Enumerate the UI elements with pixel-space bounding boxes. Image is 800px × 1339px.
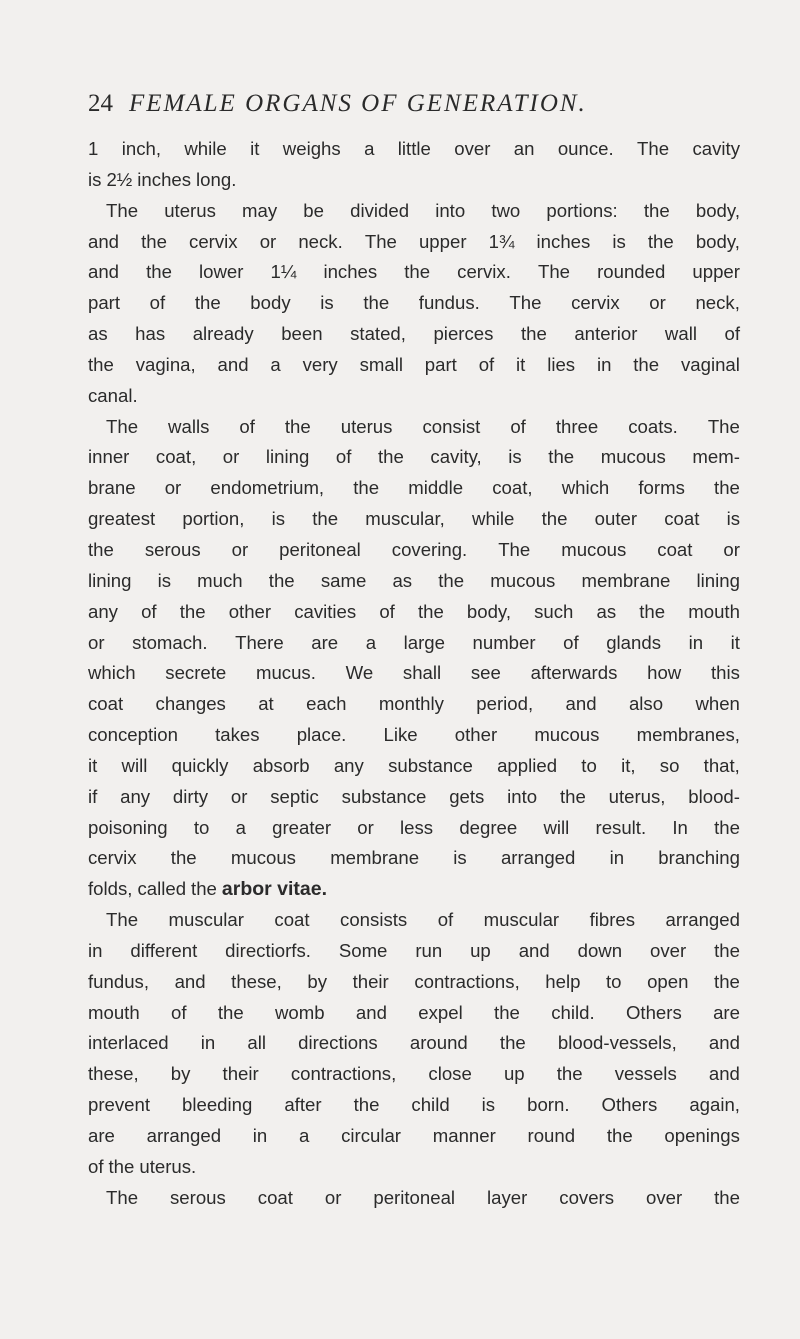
text-line: or stomach. There are a large number of glands in it bbox=[88, 631, 740, 653]
text-line: it will quickly absorb any substance applied to it, so that, bbox=[88, 754, 740, 776]
text-line: The muscular coat consists of muscular fibres arranged bbox=[106, 909, 740, 931]
text-line: poisoning to a greater or less degree will result. In the bbox=[88, 816, 740, 838]
text-line: these, by their contractions, close up the vessels and bbox=[88, 1063, 740, 1085]
text-line: in different directiorfs. Some run up and down over the bbox=[88, 939, 740, 961]
text-line: and the lower 1¼ inches the cervix. The rounded upper bbox=[88, 261, 740, 283]
text-line: brane or endometrium, the middle coat, which forms the bbox=[88, 477, 740, 499]
text-line: which secrete mucus. We shall see afterwards how this bbox=[88, 662, 740, 684]
text-line: the serous or peritoneal covering. The mucous coat or bbox=[88, 538, 740, 560]
text-line: The walls of the uterus consist of three coats. The bbox=[106, 415, 740, 437]
text-line: lining is much the same as the mucous membrane lining bbox=[88, 569, 740, 591]
text-line: part of the body is the fundus. The cervix or neck, bbox=[88, 292, 740, 314]
text-line: prevent bleeding after the child is born. Others again, bbox=[88, 1094, 740, 1116]
text-line: of the uterus. bbox=[88, 1155, 197, 1177]
text-line: canal. bbox=[88, 384, 138, 406]
text-line: greatest portion, is the muscular, while the outer coat is bbox=[88, 508, 740, 530]
text-line: The serous coat or peritoneal layer covers over the bbox=[106, 1186, 740, 1208]
text-line: coat changes at each monthly period, and also when bbox=[88, 693, 740, 715]
body-text bbox=[88, 134, 740, 1214]
bold-term: arbor vitae. bbox=[221, 878, 328, 901]
text-line: is 2½ inches long. bbox=[88, 168, 237, 190]
text-line: conception takes place. Like other mucous membranes, bbox=[88, 724, 740, 746]
text-line: if any dirty or septic substance gets into the uterus, blood- bbox=[88, 785, 740, 807]
text-line: are arranged in a circular manner round the openings bbox=[88, 1125, 740, 1146]
text-line: interlaced in all directions around the blood-vessels, and bbox=[88, 1032, 740, 1054]
text-line: inner coat, or lining of the cavity, is the mucous mem- bbox=[88, 446, 740, 468]
text-line: The uterus may be divided into two portions: the body, bbox=[106, 199, 740, 221]
text-line: and the cervix or neck. The upper 1¾ inches is the body, bbox=[88, 230, 740, 252]
text-line: the vagina, and a very small part of it lies in the vaginal bbox=[88, 353, 740, 375]
text-line: any of the other cavities of the body, such as the mouth bbox=[88, 600, 740, 622]
text-line: fundus, and these, by their contractions, help to open the bbox=[88, 970, 740, 992]
text-line: folds, called the arbor vitae. bbox=[88, 874, 740, 905]
text-line: 1 inch, while it weighs a little over an ounce. The cavity bbox=[88, 138, 740, 159]
chapter-title: FEMALE ORGANS OF GENERATION. bbox=[129, 90, 587, 117]
text-line: cervix the mucous membrane is arranged in branching bbox=[88, 847, 740, 869]
running-header bbox=[88, 90, 728, 124]
page-number: 24 bbox=[88, 90, 113, 117]
text-line: mouth of the womb and expel the child. Others are bbox=[88, 1001, 740, 1023]
text-line: as has already been stated, pierces the anterior wall of bbox=[88, 323, 740, 345]
